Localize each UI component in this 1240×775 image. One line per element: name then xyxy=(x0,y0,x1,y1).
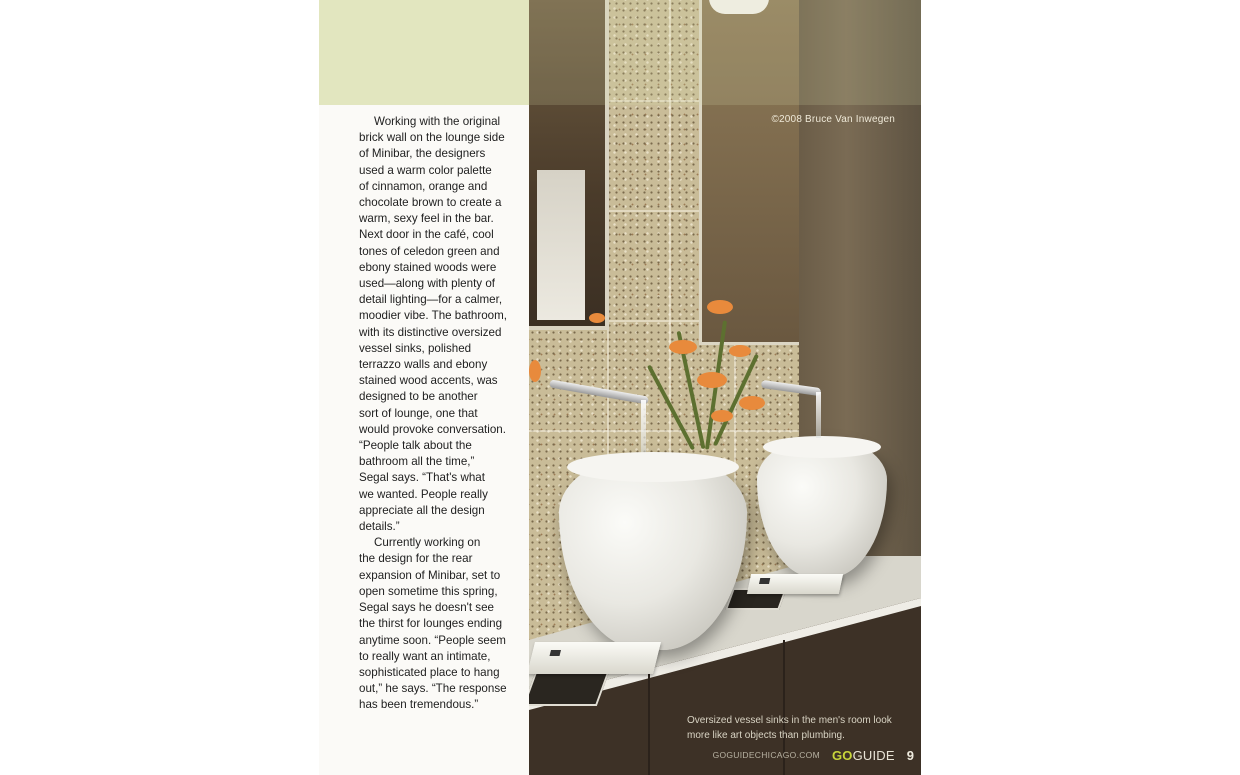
lily-icon xyxy=(711,410,733,422)
article-body xyxy=(359,114,524,714)
article-paragraph: Currently working on the design for the rear expansion of Minibar, set to open sometime this spring, Segal says he doesn't see the thirst for lounges ending anytime soon. “People seem to really want an intimate, sophisticated place to hang out,” he says. “The response has been tremendous.” xyxy=(359,536,507,712)
lily-icon xyxy=(589,313,605,323)
water-stream xyxy=(816,392,821,438)
sink-rim xyxy=(567,452,739,482)
towel-logo xyxy=(549,650,560,656)
hand-towels-icon xyxy=(529,642,661,674)
lily-icon xyxy=(739,396,765,410)
sink-drain-icon xyxy=(529,672,609,706)
page-footer xyxy=(704,747,914,763)
footer-url: GOGUIDECHICAGO.COM xyxy=(712,750,820,760)
photo-credit: ©2008 Bruce Van Inwegen xyxy=(771,114,895,125)
page-number: 9 xyxy=(906,747,914,763)
photo-caption: Oversized vessel sinks in the men's room look more like art objects than plumbing. xyxy=(687,715,892,741)
color-band xyxy=(319,0,529,105)
logo-go: GO xyxy=(831,747,853,763)
lily-icon xyxy=(729,345,751,357)
towel-logo xyxy=(759,578,770,584)
bathroom-photo xyxy=(529,0,921,775)
hand-towels-icon xyxy=(747,574,843,594)
lily-icon xyxy=(669,340,697,354)
water-stream xyxy=(641,400,646,458)
publication-logo xyxy=(832,748,895,763)
lily-icon xyxy=(707,300,733,314)
sink-rim xyxy=(763,436,881,458)
magazine-page xyxy=(319,0,921,775)
logo-guide: GUIDE xyxy=(852,747,895,763)
lily-icon xyxy=(529,360,541,382)
article-paragraph: Working with the original brick wall on the lounge side of Minibar, the designers used a warm color palette of cinnamon, orange and chocolate brown to create a warm, sexy feel in the bar. Next door in the café, cool tones of celedon green and ebony stained woods were used—along with plenty of detail lighting—for a calmer, moodier vibe. The bathroom, with its distinctive oversized vessel sinks, polished terrazzo walls and ebony stained wood accents, was designed to be another sort of lounge, one that would provoke conversation. “People talk about the bathroom all the time,” Segal says. “That's what we wanted. People really appreciate all the design details.” xyxy=(359,115,508,534)
lily-icon xyxy=(697,372,727,388)
